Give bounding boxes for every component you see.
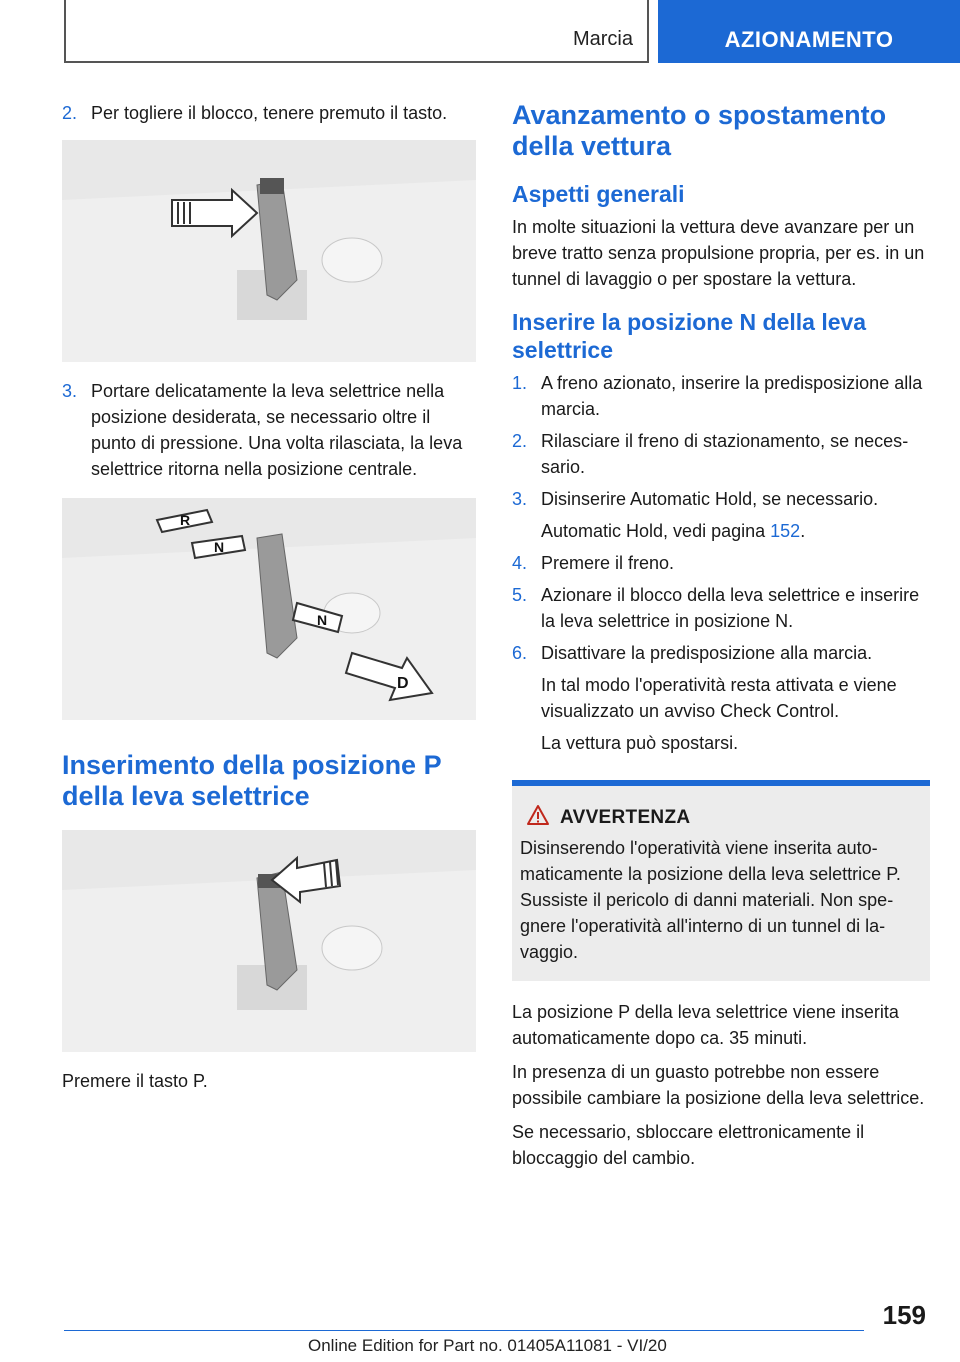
park-instruction: Premere il tasto P. xyxy=(62,1071,208,1091)
position-n-label-lower: N xyxy=(317,612,328,628)
general-heading: Aspetti generali xyxy=(512,181,685,207)
step-text: Disinserire Automatic Hold, se necessario. xyxy=(541,489,879,509)
step-3-note xyxy=(512,518,930,544)
park-heading: Inserimento della posizione P della leva selettrice xyxy=(62,750,442,811)
step-6-note-a: In tal modo l'operatività resta attivata e viene visualizzato un avviso Check Control. xyxy=(541,675,897,721)
step-5 xyxy=(512,582,930,634)
step-2 xyxy=(512,428,930,480)
note-prefix: Automatic Hold, vedi pagina xyxy=(541,521,771,541)
step-number: 1. xyxy=(512,373,528,393)
step-number: 5. xyxy=(512,585,528,605)
step-text: Per togliere il blocco, tenere premuto il tasto. xyxy=(91,103,448,123)
position-n-label: N xyxy=(214,539,225,555)
step-6 xyxy=(512,640,930,666)
paragraph-unlock: Se necessario, sbloccare elettronicamente il bloccaggio del cambio. xyxy=(512,1122,865,1168)
gear-lever-positions-illustration xyxy=(62,498,476,720)
footer-edition: Online Edition for Part no. 01405A11081 - VI/20 xyxy=(308,1336,667,1355)
footer-divider xyxy=(64,1330,864,1331)
step-number: 2. xyxy=(62,103,78,123)
page-number: 159 xyxy=(882,1300,926,1330)
step-text: Disattivare la predisposizione alla marcia. xyxy=(541,643,873,663)
right-column xyxy=(512,100,930,1179)
step-text: Rilasciare il freno di stazionamento, se necessario. xyxy=(541,431,909,477)
position-d-label: D xyxy=(397,675,409,692)
step-3 xyxy=(512,486,930,512)
step-6-note-b: La vettura può spostarsi. xyxy=(541,733,739,753)
warning-header xyxy=(520,804,922,831)
paragraph-fault: In presenza di un guasto potrebbe non essere possibile cambiare la posizione della leva selettrice. xyxy=(512,1062,925,1108)
warning-text: Disinserendo l'operatività viene inserita automaticamente la posizione della leva selettrice P. Sussiste il pericolo di danni materiali. Non spegnere l'operatività all'interno di un tunnel di lavaggio. xyxy=(520,838,901,962)
header-chapter: Marcia xyxy=(572,28,633,50)
n-position-heading: Inserire la posizione N della leva selettrice xyxy=(512,309,867,363)
paragraph-auto-park: La posizione P della leva selettrice viene inserita automaticamente dopo ca. 35 minuti. xyxy=(512,1002,899,1048)
step-number: 4. xyxy=(512,553,528,573)
warning-triangle-icon xyxy=(526,804,550,831)
header-chapter-box xyxy=(64,0,649,63)
warning-box xyxy=(512,780,930,981)
gear-lever-park-illustration xyxy=(62,830,476,1052)
step-number: 6. xyxy=(512,643,528,663)
step-text: Portare delicatamente la leva selettrice nella posizione desiderata, se necessario oltre il punto di pressione. Una volta rilasciata, la leva selettrice ritorna nella posizione centrale. xyxy=(91,381,463,479)
header-section-tab[interactable]: AZIONAMENTO xyxy=(658,0,960,63)
general-text: In molte situazioni la vettura deve avanzare per un breve tratto senza propulsione propria, per es. in un tunnel di lavaggio o per spostare la vettura. xyxy=(512,217,925,289)
step-text: Azionare il blocco della leva selettrice e inserire la leva selettrice in posizione N. xyxy=(541,585,920,631)
step-text: Premere il freno. xyxy=(541,553,675,573)
step-number: 3. xyxy=(512,489,528,509)
step-number: 2. xyxy=(512,431,528,451)
step-2 xyxy=(62,100,480,126)
main-heading: Avanzamento o spostamento della vettura xyxy=(512,100,887,161)
step-3 xyxy=(62,378,480,482)
step-number: 3. xyxy=(62,381,78,401)
page-reference-link[interactable]: 152 xyxy=(770,521,801,541)
gear-lever-unlock-illustration xyxy=(62,140,476,362)
step-4 xyxy=(512,550,930,576)
step-1 xyxy=(512,370,930,422)
position-r-label: R xyxy=(180,512,191,528)
step-text: A freno azionato, inserire la predisposizione alla marcia. xyxy=(541,373,923,419)
warning-title: AVVERTENZA xyxy=(560,806,691,828)
left-column xyxy=(62,100,480,1102)
note-suffix: . xyxy=(800,521,806,541)
